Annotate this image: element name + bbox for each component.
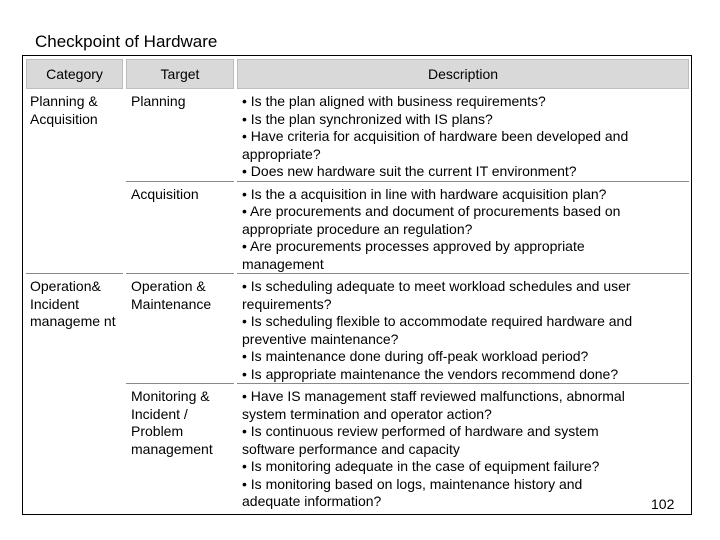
description-line: • Have IS management staff reviewed malfunctions, abnormal — [242, 388, 625, 404]
category-cell: Operation& Incident manageme nt — [30, 278, 116, 329]
description-cell — [237, 387, 689, 511]
description-line: • Does new hardware suit the current IT environment? — [242, 163, 577, 179]
category-cell: Planning & Acquisition — [30, 93, 98, 127]
table-row — [26, 387, 689, 511]
target-cell: Operation & Maintenance — [126, 277, 234, 384]
description-line: • Is monitoring based on logs, maintenance history and — [242, 475, 583, 492]
checkpoint-table — [23, 56, 692, 514]
description-line: adequate information? — [242, 493, 382, 509]
description-line: management — [242, 255, 324, 272]
target-cell: Monitoring & Incident / Problem management — [131, 388, 213, 457]
description-line: • Is scheduling flexible to accommodate required hardware and — [242, 313, 633, 329]
table-row — [26, 92, 689, 182]
category-cell — [26, 185, 123, 275]
table-row — [26, 185, 689, 275]
description-line: software performance and capacity — [242, 440, 460, 457]
description-line: • Is scheduling adequate to meet workload schedules and user — [242, 278, 631, 294]
header-target: Target — [126, 59, 234, 89]
description-line: • Have criteria for acquisition of hardware been developed and — [242, 128, 629, 144]
header-category: Category — [26, 59, 123, 89]
description-cell — [237, 277, 689, 384]
description-cell — [237, 185, 689, 275]
description-line: • Is appropriate maintenance the vendors recommend done? — [242, 365, 619, 382]
description-line: appropriate? — [242, 145, 321, 162]
description-line: • Is continuous review performed of hardware and system — [242, 423, 599, 439]
description-line: appropriate procedure an regulation? — [242, 220, 473, 237]
page-title: Checkpoint of Hardware — [35, 32, 218, 51]
description-line: preventive maintenance? — [242, 330, 399, 347]
description-line: • Is monitoring adequate in the case of equipment failure? — [242, 458, 600, 474]
description-line: • Are procurements processes approved by appropriate — [242, 238, 585, 254]
checkpoint-table-frame — [22, 55, 692, 515]
target-cell: Acquisition — [126, 185, 234, 275]
target-cell: Planning — [126, 92, 234, 182]
page-number: 102 — [651, 496, 675, 512]
description-line: requirements? — [242, 295, 332, 312]
description-line: • Is maintenance done during off-peak workload period? — [242, 348, 589, 364]
description-line: • Are procurements and document of procurements based on — [242, 203, 621, 219]
table-row — [26, 277, 689, 384]
category-cell — [26, 387, 123, 511]
description-cell — [237, 92, 689, 182]
header-description: Description — [237, 59, 689, 89]
table-header-row — [26, 59, 689, 89]
description-line: • Is the plan synchronized with IS plans? — [242, 110, 493, 127]
description-line: system termination and operator action? — [242, 405, 492, 422]
description-line: • Is the a acquisition in line with hardware acquisition plan? — [242, 185, 607, 202]
description-line: • Is the plan aligned with business requirements? — [242, 93, 546, 109]
